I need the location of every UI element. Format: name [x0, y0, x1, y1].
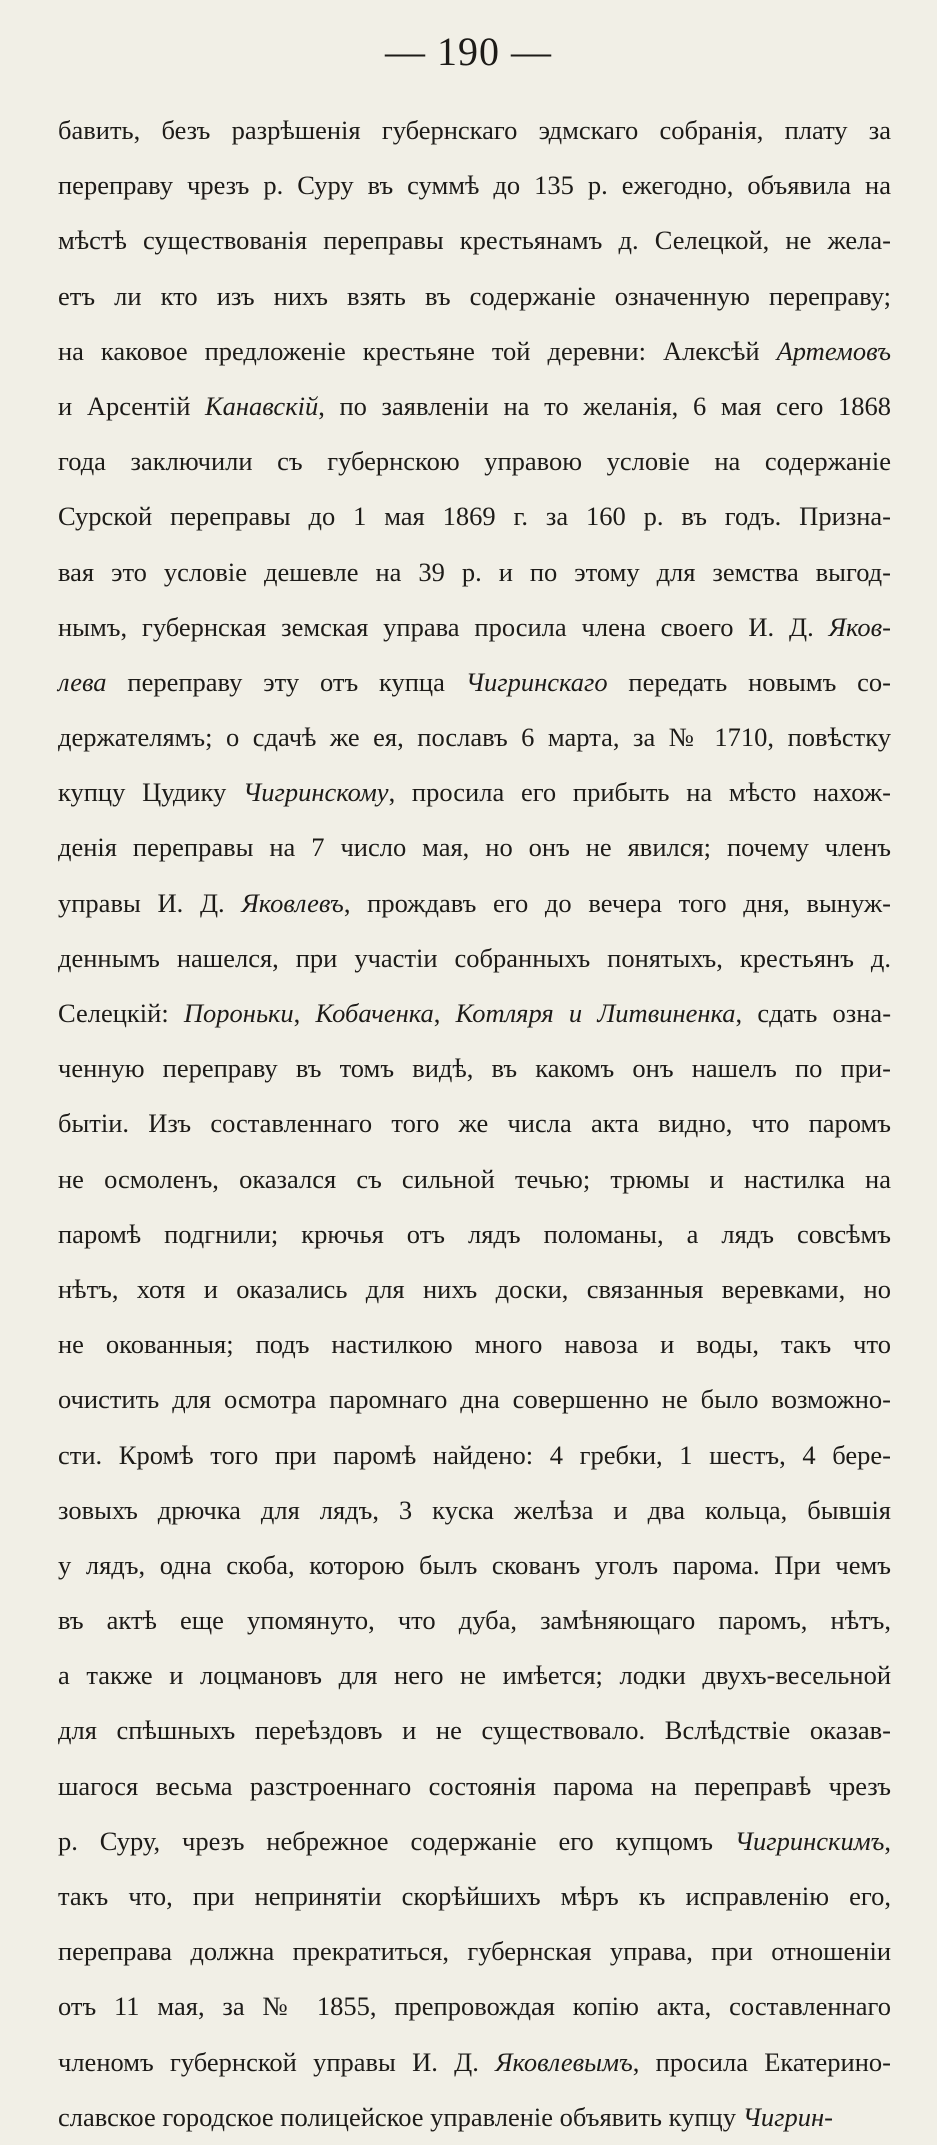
text-line: въ актѣ еще упомянуто, что дуба, замѣняющаго паромъ, нѣтъ, [58, 1605, 891, 1636]
text-line: зовыхъ дрючка для лядъ, 3 куска желѣза и два кольца, бывшія [58, 1494, 891, 1525]
text-line: лева переправу эту отъ купца Чигринскаго передать новымъ со- [58, 666, 892, 697]
text-line: вая это условіе дешевле на 39 р. и по этому для земства выгод- [58, 556, 891, 587]
text-line: держателямъ; о сдачѣ же ея, пославъ 6 марта, за № 1710, повѣстку [58, 722, 891, 753]
text-line: такъ что, при непринятіи скорѣйшихъ мѣръ къ исправленію его, [58, 1881, 891, 1911]
text-line: переправу чрезъ р. Суру въ суммѣ до 135 р. ежегодно, объявила на [58, 170, 891, 201]
text-line: етъ ли кто изъ нихъ взять въ содержаніе означенную переправу; [58, 280, 891, 311]
text-line: не осмоленъ, оказался съ сильной течью; трюмы и настилка на [58, 1163, 891, 1194]
text-line: управы И. Д. Яковлевъ, прождавъ его до вечера того дня, вынуж- [58, 887, 891, 918]
text-line: нымъ, губернская земская управа просила члена своего И. Д. Яков- [58, 611, 891, 642]
text-line: мѣстѣ существованія переправы крестьянамъ д. Селецкой, не жела- [58, 225, 891, 256]
text-line: отъ 11 мая, за № 1855, препровождая копію акта, составленнаго [58, 1991, 891, 2022]
text-line: переправа должна прекратиться, губернская управа, при отношеніи [58, 1936, 891, 1967]
text-line: бытіи. Изъ составленнаго того же числа акта видно, что паромъ [58, 1108, 891, 1139]
text-line: сти. Кромѣ того при паромѣ найдено: 4 гребки, 1 шестъ, 4 бере- [58, 1439, 891, 1470]
page-number: — 190 — [385, 29, 552, 74]
body-text [58, 103, 891, 2145]
text-line: бавить, безъ разрѣшенія губернскаго эдмскаго собранія, плату за [58, 115, 891, 145]
text-line: купцу Цудику Чигринскому, просила его прибыть на мѣсто нахож- [58, 777, 891, 808]
text-line: года заключили съ губернскою управою условіе на содержаніе [58, 446, 891, 477]
text-line: на каковое предложеніе крестьяне той деревни: Алексѣй Артемовъ [58, 335, 891, 366]
text-line: у лядъ, одна скоба, которою былъ скованъ уголъ парома. При чемъ [58, 1549, 891, 1580]
text-line: очистить для осмотра паромнаго дна совершенно не было возможно- [58, 1384, 891, 1415]
text-line: членомъ губернской управы И. Д. Яковлевымъ, просила Екатерино- [58, 2046, 891, 2077]
text-line: паромѣ подгнили; крючья отъ лядъ поломаны, а лядъ совсѣмъ [58, 1218, 891, 1249]
text-line: а также и лоцмановъ для него не имѣется; лодки двухъ-весельной [58, 1660, 891, 1691]
text-line: не окованныя; подъ настилкою много навоза и воды, такъ что [58, 1329, 891, 1360]
text-line: для спѣшныхъ переѣздовъ и не существовало. Вслѣдствіе оказав- [58, 1715, 891, 1746]
text-line: ченную переправу въ томъ видѣ, въ какомъ онъ нашелъ по при- [58, 1053, 891, 1084]
text-line: и Арсентій Канавскій, по заявленіи на то желанія, 6 мая сего 1868 [58, 390, 891, 421]
text-line: Селецкій: Пороньки, Кобаченка, Котляря и Литвиненка, сдать озна- [58, 998, 892, 1028]
text-line: шагося весьма разстроеннаго состоянія парома на переправѣ чрезъ [58, 1770, 891, 1801]
text-line: денія переправы на 7 число мая, но онъ не явился; почему членъ [58, 832, 891, 863]
text-line: славское городское полицейское управленіе объявить купцу Чигрин- [58, 2101, 833, 2132]
text-line: Сурской переправы до 1 мая 1869 г. за 160 р. въ годъ. Призна- [58, 501, 891, 532]
text-line: нѣтъ, хотя и оказались для нихъ доски, связанныя веревками, но [58, 1273, 891, 1304]
text-line: деннымъ нашелся, при участіи собранныхъ понятыхъ, крестьянъ д. [58, 942, 891, 973]
text-line: р. Суру, чрезъ небрежное содержаніе его купцомъ Чигринскимъ, [58, 1825, 891, 1856]
